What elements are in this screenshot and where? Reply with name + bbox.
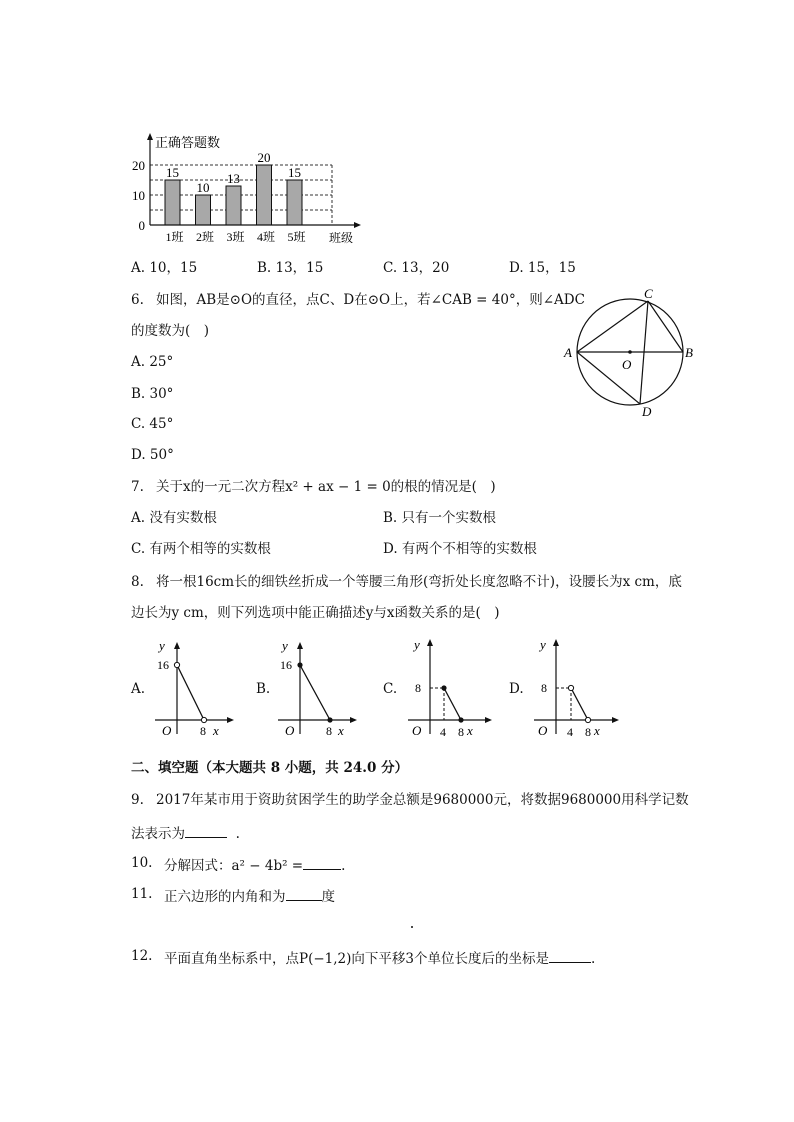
- q6-option-c[interactable]: C. 45°: [131, 416, 174, 432]
- q8a-ytick: 16: [157, 658, 169, 672]
- q7-number: 7.: [131, 479, 144, 495]
- y-axis-title: 正确答题数: [155, 135, 221, 150]
- q12-text: 平面直角坐标系中，点P(−1,2)向下平移3个单位长度后的坐标是: [164, 951, 549, 967]
- q7-option-a[interactable]: A. 没有实数根: [131, 510, 217, 526]
- label-b: B: [685, 345, 693, 360]
- x-axis-title: 班级: [329, 231, 354, 245]
- category-label-3: 3班: [226, 230, 245, 244]
- q6-option-b[interactable]: B. 30°: [131, 386, 174, 402]
- y-tick-10: 10: [132, 188, 145, 203]
- q8c-xtick-4: 4: [440, 725, 446, 739]
- q6-stem-line1: 如图，AB是⊙O的直径，点C、D在⊙O上，若∠CAB = 40°，则∠ADC: [156, 292, 585, 308]
- q8-option-a-label[interactable]: A.: [131, 681, 146, 697]
- bar-chart: [128, 128, 368, 250]
- q8-number: 8.: [131, 574, 144, 590]
- label-c: C: [644, 286, 653, 301]
- q8a-y-label: y: [159, 638, 165, 653]
- bar-value-label-5: 15: [288, 165, 301, 180]
- y-tick-20: 20: [132, 158, 145, 173]
- q7-option-d[interactable]: D. 有两个不相等的实数根: [383, 541, 537, 557]
- q8-stem-line2: 边长为y cm，则下列选项中能正确描述y与x函数关系的是( ): [131, 605, 500, 621]
- q8d-ytick: 8: [541, 681, 547, 695]
- bar-value-label-1: 15: [166, 165, 179, 180]
- q8b-xtick: 8: [326, 724, 332, 738]
- label-a: A: [564, 345, 572, 360]
- category-label-2: 2班: [195, 230, 215, 244]
- q6-stem-line2: 的度数为( ): [131, 323, 210, 339]
- q8c-ytick: 8: [415, 681, 421, 695]
- q8a-origin: O: [162, 723, 172, 738]
- q8c-y-label: y: [414, 637, 420, 652]
- q8-graph-b[interactable]: [268, 638, 358, 740]
- q8-graph-a[interactable]: [145, 638, 235, 740]
- q12-stem: [164, 950, 595, 967]
- q8a-x-label: x: [213, 723, 219, 738]
- q8d-xtick-4: 4: [567, 725, 573, 739]
- q7-option-b[interactable]: B. 只有一个实数根: [383, 510, 497, 526]
- q9-suffix: .: [235, 826, 240, 842]
- q10-stem: [164, 857, 345, 874]
- q10-text: 分解因式：a² − 4b² =: [164, 858, 304, 874]
- q5-option-b[interactable]: B. 13，15: [257, 260, 324, 276]
- q8d-origin: O: [538, 723, 548, 738]
- q8-graph-d[interactable]: [527, 633, 622, 740]
- bar-4: [257, 165, 272, 225]
- q8b-y-label: y: [282, 638, 288, 653]
- q9-answer-blank[interactable]: [185, 825, 227, 838]
- q8d-x-label: x: [594, 723, 600, 738]
- q8b-x-label: x: [338, 723, 344, 738]
- bar-value-label-3: 13: [227, 171, 240, 186]
- q8b-ytick: 16: [280, 658, 292, 672]
- q5-option-a[interactable]: A. 10，15: [131, 260, 198, 276]
- q9-stem-line2: [131, 825, 240, 842]
- q8-option-c-label[interactable]: C.: [383, 681, 398, 697]
- q11-suffix: 度: [321, 889, 335, 905]
- stray-dot: [411, 926, 413, 928]
- q10-number: 10.: [131, 855, 153, 871]
- q9-number: 9.: [131, 792, 144, 808]
- q10-answer-blank[interactable]: [303, 857, 341, 870]
- q7-stem: 关于x的一元二次方程x² + ax − 1 = 0的根的情况是( ): [156, 479, 496, 495]
- label-o: O: [622, 357, 632, 372]
- q8d-y-label: y: [540, 637, 546, 652]
- q6-number: 6.: [131, 292, 144, 308]
- q8-graph-c[interactable]: [400, 633, 495, 740]
- q8c-xtick-8: 8: [458, 725, 464, 739]
- q8c-origin: O: [412, 723, 422, 738]
- bar-5: [287, 180, 302, 225]
- q7-option-c[interactable]: C. 有两个相等的实数根: [131, 541, 271, 557]
- q9-prefix: 法表示为: [131, 826, 185, 842]
- q5-option-d[interactable]: D. 15，15: [509, 260, 576, 276]
- bar-value-label-2: 10: [196, 180, 210, 195]
- category-label-5: 5班: [287, 230, 306, 244]
- q8-stem-line1: 将一根16cm长的细铁丝折成一个等腰三角形(弯折处长度忽略不计)，设腰长为x cm，底: [156, 574, 682, 590]
- q11-answer-blank[interactable]: [286, 888, 322, 901]
- section-heading: 二、填空题（本大题共 8 小题，共 24.0 分）: [131, 760, 409, 776]
- y-tick-0: 0: [138, 218, 145, 233]
- q6-option-a[interactable]: A. 25°: [131, 354, 174, 370]
- q9-stem-line1: 2017年某市用于资助贫困学生的助学金总额是9680000元，将数据9680000用科学记数: [156, 792, 689, 808]
- q12-answer-blank[interactable]: [549, 950, 591, 963]
- category-label-4: 4班: [256, 230, 276, 244]
- q11-number: 11.: [131, 886, 153, 902]
- bar-3: [226, 186, 241, 225]
- q5-option-c[interactable]: C. 13，20: [383, 260, 450, 276]
- y-axis-arrow: [147, 133, 153, 140]
- category-label-1: 1班: [165, 230, 184, 244]
- label-d: D: [642, 404, 652, 419]
- q8c-x-label: x: [467, 723, 473, 738]
- bar-value-label-4: 20: [257, 150, 271, 165]
- bar-1: [165, 180, 180, 225]
- q6-option-d[interactable]: D. 50°: [131, 447, 174, 463]
- q12-suffix: .: [591, 951, 596, 967]
- q8d-xtick-8: 8: [585, 725, 591, 739]
- q11-text: 正六边形的内角和为: [164, 889, 286, 905]
- bar-2: [196, 195, 211, 225]
- q12-number: 12.: [131, 948, 153, 964]
- q11-stem: [164, 888, 335, 905]
- q10-suffix: .: [341, 858, 346, 874]
- q8a-xtick: 8: [200, 724, 206, 738]
- circle-figure: [560, 285, 700, 420]
- q8-option-b-label[interactable]: B.: [256, 681, 271, 697]
- q8b-origin: O: [285, 723, 295, 738]
- x-axis-arrow: [354, 222, 361, 228]
- q8-option-d-label[interactable]: D.: [509, 681, 524, 697]
